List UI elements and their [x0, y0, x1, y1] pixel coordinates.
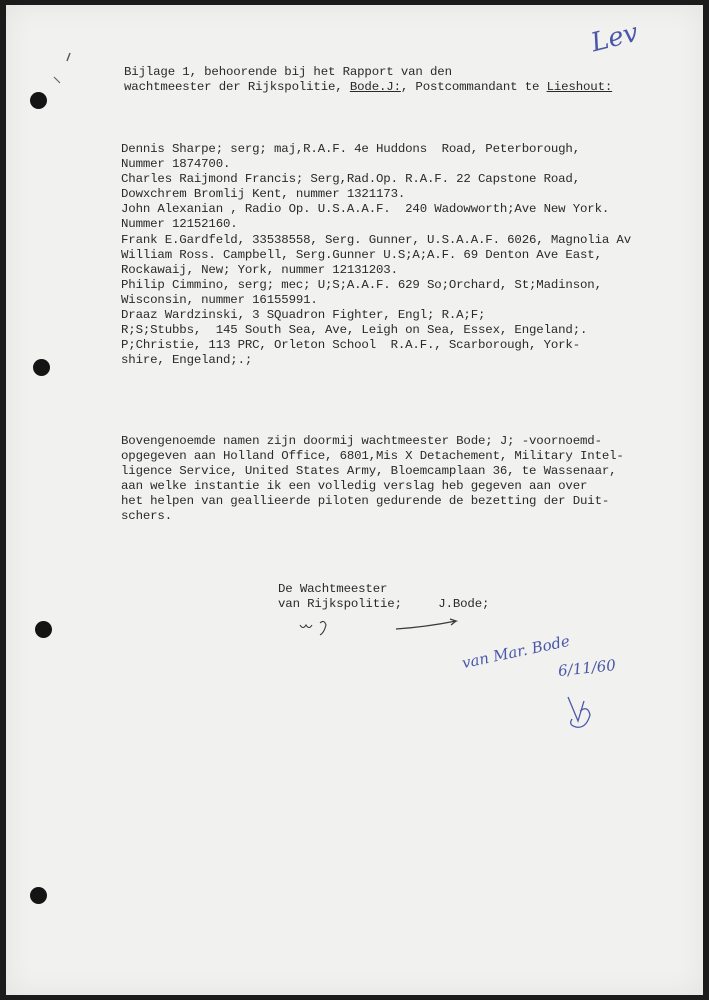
document-page — [6, 5, 703, 995]
names-line: Wisconsin, nummer 16155991. — [121, 292, 318, 307]
paragraph-line: opgegeven aan Holland Office, 6801,Mis X Detachement, Military Intel- — [121, 449, 624, 464]
signature-name-line: van Rijkspolitie; J.Bode; — [278, 597, 490, 612]
names-line: Charles Raijmond Francis; Serg,Rad.Op. R.A.F. 22 Capstone Road, — [121, 172, 580, 187]
punch-hole — [30, 92, 47, 109]
names-line: Rockawaij, New; York, nummer 12131203. — [121, 262, 398, 277]
names-line: Nummer 1874700. — [121, 157, 231, 172]
names-line: shire, Engeland;.; — [121, 353, 253, 368]
names-line: Nummer 12152160. — [121, 217, 238, 232]
signature-block — [278, 582, 489, 612]
punch-hole — [33, 359, 50, 376]
statement-paragraph — [121, 434, 624, 525]
heading-line-2-middle: , Postcommandant te — [400, 80, 547, 95]
punch-hole — [35, 621, 52, 638]
names-list — [121, 142, 631, 368]
handwritten-note: van Mar. Bode — [460, 631, 572, 673]
signature-title: De Wachtmeester — [278, 582, 388, 596]
paragraph-line: ligence Service, United States Army, Bloemcamplaan 36, te Wassenaar, — [121, 464, 617, 479]
punch-hole — [30, 887, 47, 904]
handwritten-corner-note: Lev — [588, 17, 642, 59]
names-line: Dennis Sharpe; serg; maj,R.A.F. 4e Huddons Road, Peterborough, — [121, 142, 580, 156]
heading-place: Lieshout: — [546, 80, 613, 95]
names-line: Draaz Wardzinski, 3 SQuadron Fighter, Engl; R.A;F; — [121, 308, 486, 323]
names-line: William Ross. Campbell, Serg.Gunner U.S;A;A.F. 69 Denton Ave East, — [121, 247, 602, 262]
names-line: R;S;Stubbs, 145 South Sea, Ave, Leigh on Sea, Essex, Engeland;. — [121, 323, 588, 338]
heading-line-2-start: wachtmeester der Rijkspolitie, — [124, 80, 350, 95]
paragraph-line: het helpen van geallieerde piloten gedurende de bezetting der Duit- — [121, 494, 610, 509]
names-line: Dowxchrem Bromlij Kent, nummer 1321173. — [121, 187, 406, 202]
handwritten-initials-mark — [562, 691, 596, 737]
paragraph-line: aan welke instantie ik een volledig verslag heb gegeven aan over — [121, 479, 588, 494]
handwritten-date: 6/11/60 — [557, 656, 617, 680]
heading-officer-name: Bode.J: — [349, 80, 401, 95]
pencil-mark — [46, 49, 76, 89]
names-line: Philip Cimmino, serg; mec; U;S;A.A.F. 629 So;Orchard, St;Madinson, — [121, 277, 602, 292]
paragraph-line: Bovengenoemde namen zijn doormij wachtmeester Bode; J; -voornoemd- — [121, 434, 602, 448]
names-line: P;Christie, 113 PRC, Orleton School R.A.F., Scarborough, York- — [121, 338, 580, 353]
document-heading — [124, 65, 612, 95]
names-line: John Alexanian , Radio Op. U.S.A.A.F. 240 Wadowworth;Ave New York. — [121, 202, 610, 217]
names-line: Frank E.Gardfeld, 33538558, Serg. Gunner, U.S.A.A.F. 6026, Magnolia Av — [121, 232, 631, 247]
handwritten-signature-mark — [296, 613, 466, 641]
heading-line-1: Bijlage 1, behoorende bij het Rapport van den — [124, 65, 452, 79]
paragraph-line: schers. — [121, 509, 172, 524]
